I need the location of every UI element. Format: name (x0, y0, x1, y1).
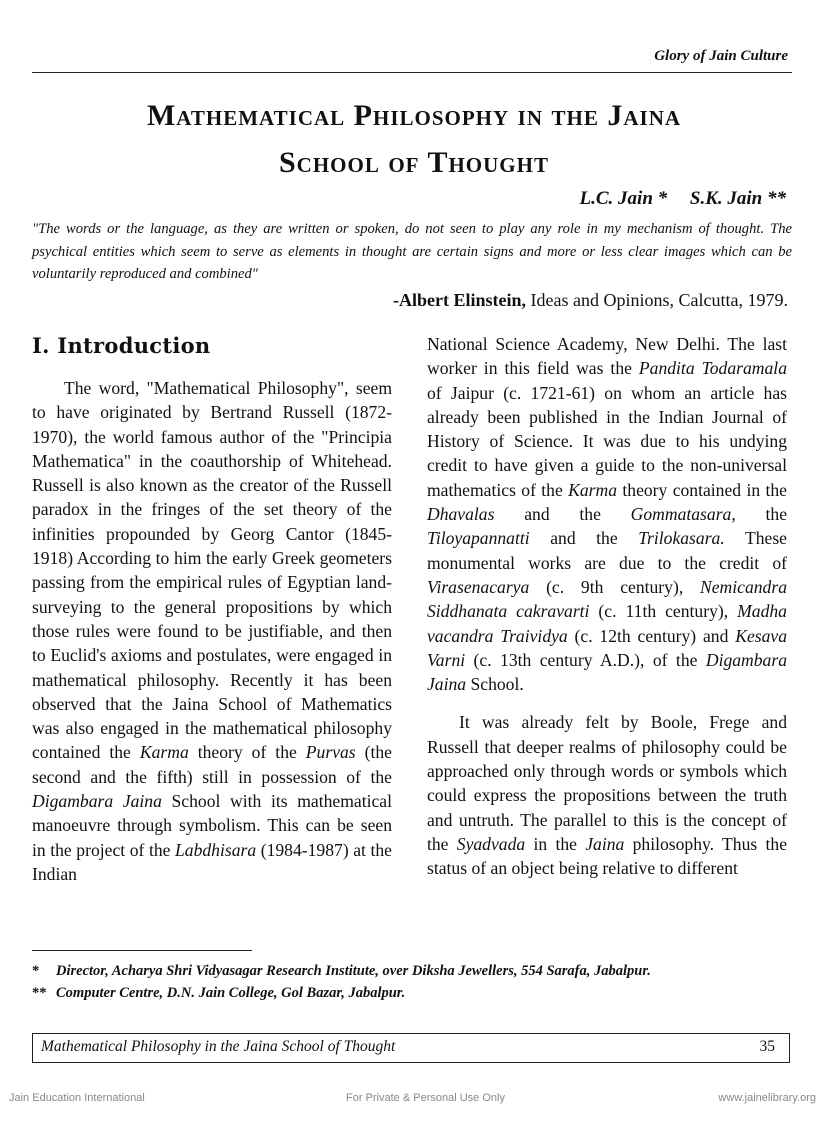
text-run: (the second and the fifth) still in possession of the (32, 742, 392, 787)
paragraph (427, 710, 787, 880)
text-run: (c. 9th century), (529, 576, 701, 597)
text-run: The word, "Mathematical Philosophy", seem to have originated by Bertrand Russell (1872-1970), the world famous author of the "Principia Mathematica" in the coauthorship of Whitehead. Russell is also known as the creator of the Russell paradox in the fringes of the set theory of the infinities propounded by Georg Cantor (1845-1918) According to him the early Greek geometers passing from the empirical rules of Egyptian land-surveying to the general propositions by which those rules were found to be justifiable, and then to Euclid's axioms and postulates, were engaged in mathematical philosophy. Recently it has been observed that the Jaina School of Mathematics was also engaged in the mathematical philosophy contained the (32, 378, 392, 763)
italic-term: Digambara Jaina (32, 791, 162, 812)
text-run: theory contained in the (617, 479, 787, 500)
italic-term: Gommatasara (630, 504, 732, 525)
text-run: These monumental works are due to the credit of (427, 528, 787, 573)
footer-title: Mathematical Philosophy in the Jaina School of Thought (41, 1038, 396, 1055)
italic-term: Digambara Jaina (427, 649, 787, 695)
title-line-2: School of Thought (278, 146, 549, 179)
header-rule (32, 72, 792, 73)
paragraph (427, 332, 787, 696)
text-run: of Jaipur (c. 1721-61) on whom an article has already been published in the Indian Journal of History of Science. It was due to his undying credit to have given a guide to the non-universal mathematics of the (427, 382, 787, 500)
footnote (32, 982, 651, 1004)
italic-term: Pandita Todaramala (638, 358, 787, 379)
text-run: and the (529, 528, 639, 549)
text-run: , the (731, 504, 788, 525)
meta-left: Jain Education International (9, 1092, 145, 1104)
meta-link[interactable]: www.jainelibrary.org (718, 1092, 816, 1104)
meta-center: For Private & Personal Use Only (346, 1092, 505, 1104)
italic-term: Madha vacandra Traividya (427, 601, 787, 646)
footnote-mark: ** (32, 985, 47, 1001)
footnotes (32, 960, 651, 1004)
footnote-text: Director, Acharya Shri Vidyasagar Research Institute, over Diksha Jewellers, 554 Sarafa, Jabalpur. (56, 963, 651, 979)
italic-term: Karma (568, 479, 618, 500)
text-run: in the (525, 833, 586, 854)
author-2: S.K. Jain ** (689, 188, 786, 209)
text-run: (c. 13th century A.D.), of the (465, 649, 706, 670)
epigraph-attribution (393, 290, 788, 311)
text-run: School. (466, 674, 524, 695)
footnote-mark: * (32, 963, 40, 979)
italic-term: Nemicandra Siddhanata cakravarti (427, 576, 787, 622)
text-run: (c. 12th century) and (567, 625, 736, 646)
right-column (427, 332, 787, 881)
paragraph (32, 376, 392, 886)
footnote-text: Computer Centre, D.N. Jain College, Gol Bazar, Jabalpur. (56, 985, 406, 1001)
authors (562, 188, 786, 210)
epigraph-quote: "The words or the language, as they are written or spoken, do not seen to play any role in my mechanism of thought. The psychical entities which seem to serve as elements in thought are certain signs and more or less clear images which can be voluntarily reproduced and combined" (32, 221, 792, 282)
italic-term: Jaina (585, 833, 625, 854)
epigraph-author: -Albert Elinstein, (393, 290, 527, 310)
text-run: (c. 11th century), (589, 601, 738, 622)
italic-term: Virasenacarya (427, 576, 530, 597)
running-head: Glory of Jain Culture (654, 48, 788, 64)
text-run: philosophy. Thus the status of an object being relative to different (427, 833, 788, 879)
text-run: National Science Academy, New Delhi. The last worker in this field was the (427, 334, 787, 379)
text-run: It was already felt by Boole, Frege and Russell that deeper realms of philosophy could be approached only through words or symbols which could express the propositions between the truth and untruth. The parallel to this is the concept of the (427, 712, 787, 854)
italic-term: Labdhisara (175, 839, 257, 860)
italic-term: Kesava Varni (427, 625, 787, 670)
italic-term: Dhavalas (427, 504, 495, 525)
page-number: 35 (759, 1038, 775, 1055)
footnote (32, 960, 651, 982)
section-heading: I. Introduction (32, 333, 211, 358)
italic-term: Tiloyapannatti (427, 528, 530, 549)
text-run: School with its mathematical manoeuvre through symbolism. This can be seen in the project of the (32, 791, 392, 860)
page-footer (32, 1033, 790, 1063)
left-column (32, 332, 392, 886)
italic-term: Purvas (305, 742, 356, 763)
italic-term: Syadvada (456, 833, 526, 854)
text-run: and the (494, 504, 631, 525)
title-line-1: Mathematical Philosophy in the Jaina (146, 99, 682, 132)
italic-term: Karma (139, 742, 189, 763)
author-1: L.C. Jain * (579, 188, 668, 209)
text-run: theory of the (188, 742, 306, 763)
text-run: (1984-1987) at the Indian (32, 839, 392, 884)
epigraph-source: Ideas and Opinions, Calcutta, 1979. (526, 290, 788, 310)
article-title (40, 92, 788, 186)
footnote-rule (32, 950, 252, 951)
italic-term: Trilokasara. (638, 528, 725, 549)
